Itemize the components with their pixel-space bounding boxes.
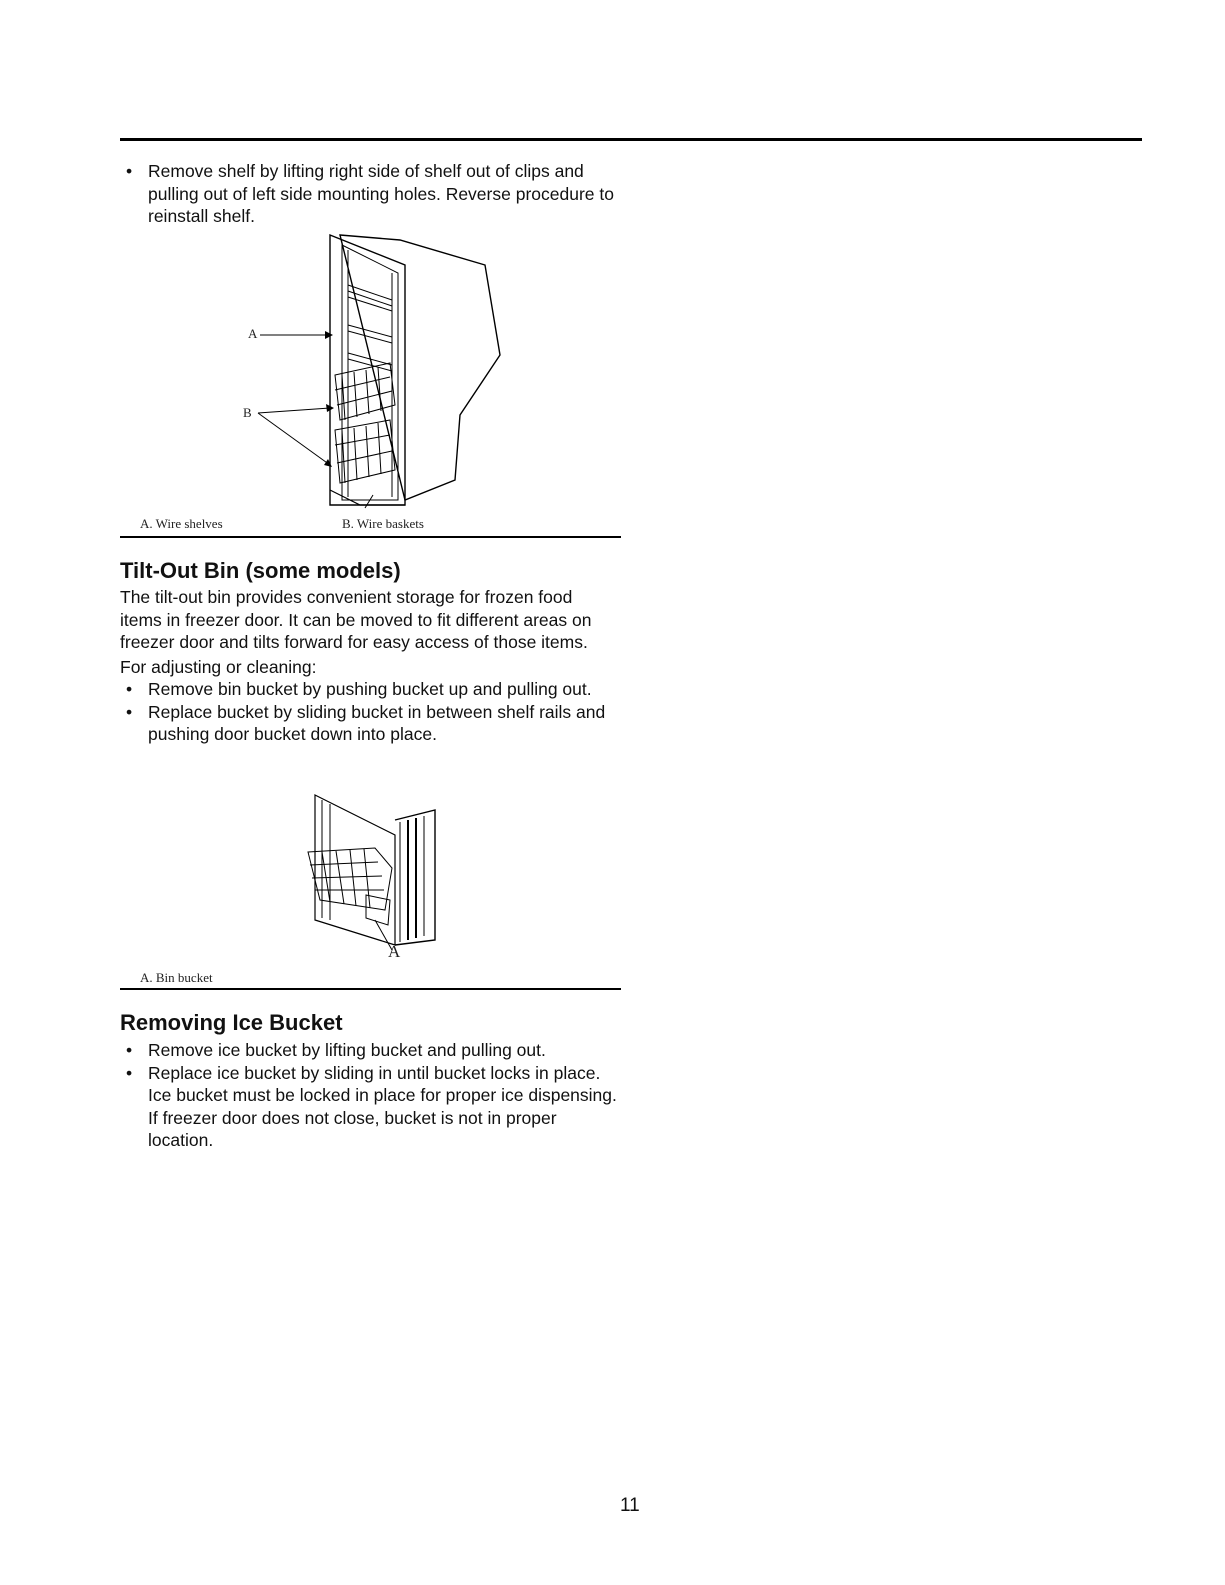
figure2-rule	[120, 988, 621, 990]
tilt-bin-intro: The tilt-out bin provides convenient storage for frozen food items in freezer door. It can be moved to fit different areas on freezer door and tilts forward for easy access of those items.	[120, 587, 592, 652]
tilt-bin-subhead: For adjusting or cleaning:	[120, 656, 317, 677]
figure1-label-b: B	[243, 405, 252, 420]
figure1-caption-a: A. Wire shelves	[140, 516, 223, 531]
figure1-rule	[120, 536, 621, 538]
tilt-bin-bullet-1: • Remove bin bucket by pushing bucket up and pulling out.	[120, 678, 618, 701]
ice-bucket-section	[120, 1010, 620, 1152]
ice-bucket-bullet-2: • Replace ice bucket by sliding in until bucket locks in place. Ice bucket must be locked in place for proper ice dispensing. If freezer door does not close, bucket is not in proper location.	[120, 1062, 618, 1152]
shelf-removal-bullet: • Remove shelf by lifting right side of shelf out of clips and pulling out of left side mounting holes. Reverse procedure to reinstall shelf.	[120, 160, 618, 228]
shelf-section	[120, 160, 620, 228]
ice-bucket-bullet-1: • Remove ice bucket by lifting bucket and pulling out.	[120, 1039, 618, 1062]
ice-bucket-heading: Removing Ice Bucket	[120, 1010, 343, 1035]
tilt-bin-bullet-2: • Replace bucket by sliding bucket in between shelf rails and pushing door bucket down into place.	[120, 701, 618, 746]
figure1-label-a: A	[248, 326, 258, 341]
figure2-caption-a: A. Bin bucket	[140, 970, 213, 985]
figure1-caption-b: B. Wire baskets	[342, 516, 424, 531]
header-rule	[120, 138, 1142, 141]
bin-bucket	[308, 848, 392, 925]
figure2-label-a: A	[388, 942, 401, 961]
bin-bucket-illustration	[300, 790, 445, 955]
tilt-bin-heading: Tilt-Out Bin (some models)	[120, 558, 401, 583]
tilt-bin-section	[120, 558, 620, 746]
page-number: 11	[620, 1495, 640, 1516]
freezer-shelves-illustration	[230, 225, 520, 510]
